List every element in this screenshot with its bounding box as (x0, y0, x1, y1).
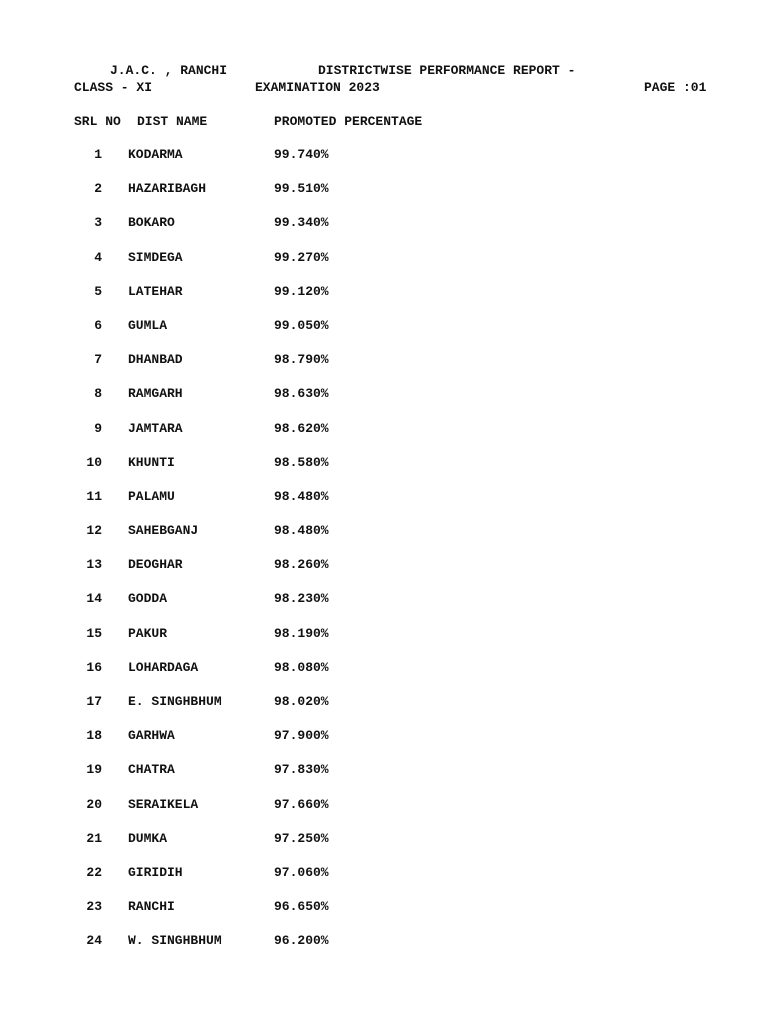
dist-name-cell: DUMKA (128, 830, 168, 846)
percentage-cell: 97.250% (274, 830, 329, 846)
srl-no-cell: 13 (86, 557, 102, 573)
srl-no-cell: 12 (86, 523, 102, 539)
dist-name-cell: PAKUR (128, 625, 168, 641)
table-row (0, 147, 782, 181)
table-row (0, 421, 782, 455)
table-row (0, 694, 782, 728)
srl-no-cell: 14 (86, 591, 102, 607)
srl-no-cell: 9 (94, 420, 102, 436)
table-row (0, 215, 782, 249)
dist-name-cell: W. SINGHBHUM (128, 933, 222, 949)
percentage-cell: 98.190% (274, 625, 329, 641)
report-title: DISTRICTWISE PERFORMANCE REPORT - (318, 63, 576, 78)
dist-name-cell: DEOGHAR (128, 557, 183, 573)
table-row (0, 523, 782, 557)
table-row (0, 557, 782, 591)
table-row (0, 831, 782, 865)
percentage-cell: 98.620% (274, 420, 329, 436)
dist-name-cell: E. SINGHBHUM (128, 694, 222, 709)
page-number: PAGE :01 (644, 80, 707, 95)
percentage-cell: 99.740% (274, 147, 329, 162)
dist-name-cell: KODARMA (128, 147, 183, 162)
percentage-cell: 98.630% (274, 386, 329, 402)
dist-name-cell: SERAIKELA (128, 796, 199, 812)
class-label: CLASS - XI (74, 80, 153, 95)
percentage-cell: 99.120% (274, 283, 329, 299)
percentage-cell: 98.480% (274, 523, 329, 539)
dist-name-cell: RANCHI (128, 899, 175, 915)
dist-name-cell: HAZARIBAGH (128, 181, 207, 197)
table-row (0, 797, 782, 831)
percentage-cell: 98.480% (274, 488, 329, 504)
srl-no-cell: 5 (94, 283, 102, 299)
srl-no-cell: 16 (86, 659, 102, 675)
srl-no-cell: 6 (94, 317, 102, 333)
table-row (0, 626, 782, 660)
table-row (0, 318, 782, 352)
dist-name-cell: GUMLA (128, 317, 168, 333)
srl-no-cell: 10 (86, 454, 102, 470)
srl-no-cell: 11 (86, 488, 102, 504)
percentage-cell: 97.900% (274, 728, 329, 744)
table-row (0, 728, 782, 762)
percentage-cell: 99.340% (274, 215, 329, 231)
table-row (0, 933, 782, 967)
percentage-cell: 98.230% (274, 591, 329, 607)
dist-name-cell: LATEHAR (128, 283, 183, 299)
district-table (0, 147, 782, 968)
srl-no-cell: 3 (94, 215, 102, 231)
table-row (0, 591, 782, 625)
table-row (0, 762, 782, 796)
dist-name-cell: BOKARO (128, 215, 175, 231)
table-row (0, 352, 782, 386)
srl-no-cell: 8 (94, 386, 102, 402)
dist-name-cell: PALAMU (128, 488, 175, 504)
table-row (0, 284, 782, 318)
srl-no-cell: 18 (86, 728, 102, 744)
srl-no-cell: 2 (94, 181, 102, 197)
percentage-cell: 97.830% (274, 762, 329, 778)
srl-no-cell: 17 (86, 694, 102, 709)
percentage-cell: 98.260% (274, 557, 329, 573)
column-header-dist-name: DIST NAME (137, 114, 208, 129)
percentage-cell: 97.660% (274, 796, 329, 812)
exam-label: EXAMINATION 2023 (255, 80, 380, 95)
srl-no-cell: 15 (86, 625, 102, 641)
percentage-cell: 99.510% (274, 181, 329, 197)
dist-name-cell: GIRIDIH (128, 864, 183, 880)
dist-name-cell: GARHWA (128, 728, 175, 744)
dist-name-cell: SAHEBGANJ (128, 523, 199, 539)
table-row (0, 899, 782, 933)
srl-no-cell: 22 (86, 864, 102, 880)
org-title: J.A.C. , RANCHI (110, 63, 228, 78)
column-header-promoted-percentage: PROMOTED PERCENTAGE (274, 114, 423, 129)
srl-no-cell: 19 (86, 762, 102, 778)
table-row (0, 865, 782, 899)
percentage-cell: 96.200% (274, 933, 329, 949)
table-row (0, 386, 782, 420)
table-row (0, 250, 782, 284)
srl-no-cell: 23 (86, 899, 102, 915)
dist-name-cell: SIMDEGA (128, 249, 183, 265)
percentage-cell: 97.060% (274, 864, 329, 880)
percentage-cell: 96.650% (274, 899, 329, 915)
srl-no-cell: 20 (86, 796, 102, 812)
percentage-cell: 98.580% (274, 454, 329, 470)
table-row (0, 660, 782, 694)
srl-no-cell: 7 (94, 352, 102, 368)
table-row (0, 455, 782, 489)
dist-name-cell: KHUNTI (128, 454, 175, 470)
srl-no-cell: 4 (94, 249, 102, 265)
srl-no-cell: 1 (94, 147, 102, 162)
dist-name-cell: GODDA (128, 591, 168, 607)
srl-no-cell: 24 (86, 933, 102, 949)
column-header-srl-no: SRL NO (74, 114, 121, 129)
table-row (0, 181, 782, 215)
percentage-cell: 98.790% (274, 352, 329, 368)
percentage-cell: 99.270% (274, 249, 329, 265)
dist-name-cell: RAMGARH (128, 386, 183, 402)
dist-name-cell: DHANBAD (128, 352, 183, 368)
dist-name-cell: JAMTARA (128, 420, 183, 436)
dist-name-cell: LOHARDAGA (128, 659, 199, 675)
srl-no-cell: 21 (86, 830, 102, 846)
percentage-cell: 98.020% (274, 694, 329, 709)
percentage-cell: 98.080% (274, 659, 329, 675)
table-row (0, 489, 782, 523)
percentage-cell: 99.050% (274, 317, 329, 333)
dist-name-cell: CHATRA (128, 762, 175, 778)
